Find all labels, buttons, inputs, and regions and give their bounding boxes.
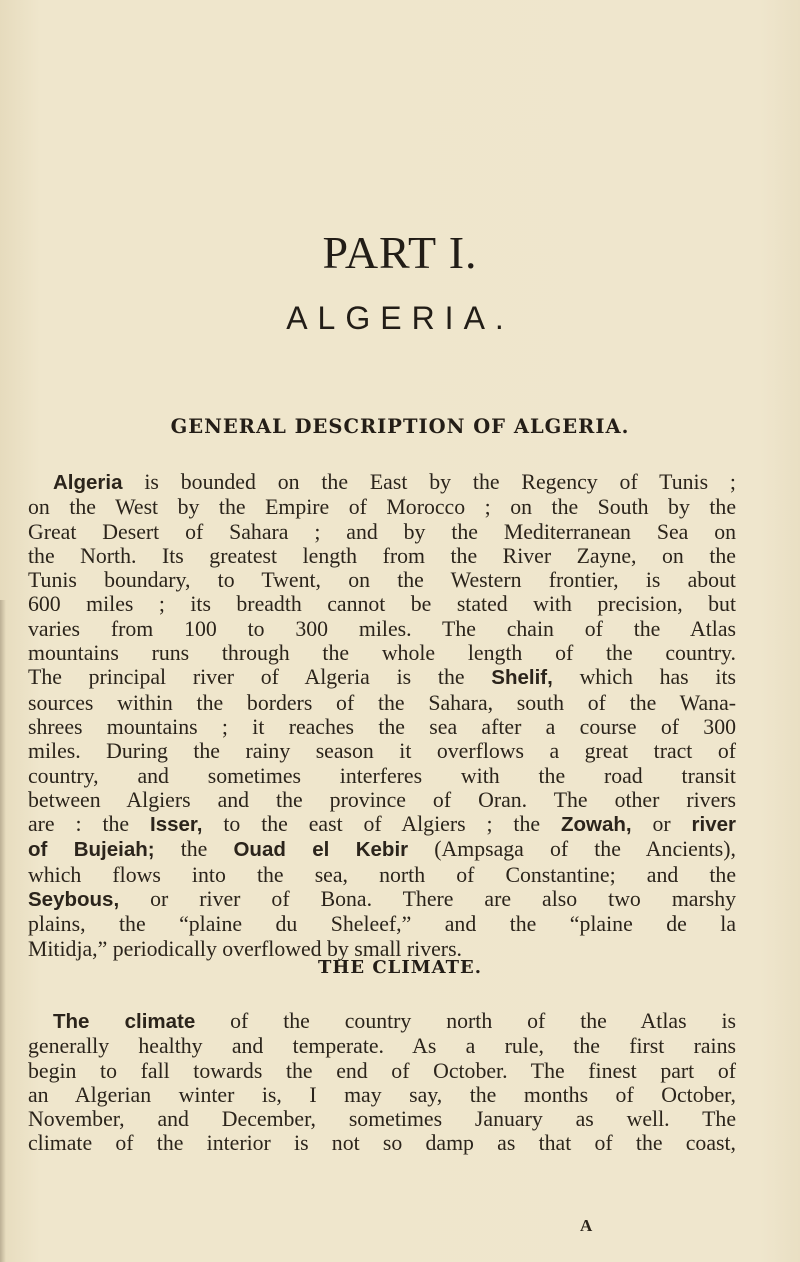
text-run: which has its (552, 665, 737, 690)
text-line: on the West by the Empire of Morocco ; on the South by the (28, 495, 736, 520)
text-run: of the country north of the Atlas is (195, 1009, 736, 1033)
text-line: Tunis boundary, to Twent, on the Western frontier, is about (28, 568, 736, 593)
text-line: Great Desert of Sahara ; and by the Mediterranean Sea on (28, 519, 736, 544)
text-run: or river of Bona. There are also two marshy (119, 887, 736, 912)
text-line (28, 665, 736, 690)
bold-term: river (691, 813, 736, 837)
text-line: 600 miles ; its breadth cannot be stated with precision, but (28, 592, 736, 617)
text-line (28, 470, 736, 495)
bold-term: The climate (53, 1010, 196, 1033)
text-line: Mitidja,” periodically overflowed by small rivers. (28, 936, 463, 961)
text-line: miles. During the rainy season it overflows a great tract of (28, 739, 736, 764)
text-run: (Ampsaga of the Ancients), (408, 837, 736, 862)
text-run: are : the (28, 812, 150, 837)
text-line: shrees mountains ; it reaches the sea after a course of 300 (28, 714, 736, 739)
text-line: plains, the “plaine du Sheleef,” and the “plaine de la (28, 912, 736, 937)
text-line: the North. Its greatest length from the River Zayne, on the (28, 543, 736, 568)
bold-term: Algeria (53, 471, 123, 494)
text-line: country, and sometimes interferes with the road transit (28, 763, 736, 788)
text-line: sources within the borders of the Sahara, south of the Wana- (28, 690, 736, 715)
climate-paragraph (28, 1009, 736, 1156)
text-line: climate of the interior is not so damp as that of the coast, (28, 1131, 736, 1156)
text-run: is bounded on the East by the Regency of Tunis ; (122, 470, 736, 494)
text-line: November, and December, sometimes January as well. The (28, 1107, 736, 1132)
text-line: varies from 100 to 300 miles. The chain of the Atlas (28, 616, 736, 641)
section-heading: GENERAL DESCRIPTION OF ALGERIA. (170, 415, 630, 438)
text-run: or (631, 812, 692, 837)
text-line: which flows into the sea, north of Constantine; and the (28, 862, 736, 887)
text-line: between Algiers and the province of Oran. The other rivers (28, 787, 736, 812)
climate-heading: THE CLIMATE. (317, 957, 483, 978)
binding-shadow (0, 600, 6, 1262)
printer-signature-mark: A (580, 1216, 593, 1235)
text-run: the (154, 837, 234, 862)
country-heading: ALGERIA. (286, 300, 514, 336)
bold-term: Zowah, (560, 813, 632, 837)
bold-term: Isser, (150, 813, 203, 837)
text-line: mountains runs through the whole length of the country. (28, 641, 736, 666)
text-line (28, 837, 736, 862)
text-line (28, 887, 736, 912)
bold-term: Ouad el Kebir (233, 838, 409, 862)
text-line: begin to fall towards the end of October. The finest part of (28, 1058, 736, 1083)
text-line: an Algerian winter is, I may say, the months of October, (28, 1082, 736, 1107)
text-line (28, 1009, 736, 1034)
part-heading: PART I. (322, 227, 478, 278)
text-line: generally healthy and temperate. As a rule, the first rains (28, 1034, 736, 1059)
bold-term: Shelif, (491, 666, 553, 690)
bold-term: of Bujeiah; (28, 838, 155, 862)
text-run: to the east of Algiers ; the (202, 812, 561, 837)
text-line (28, 812, 736, 837)
bold-term: Seybous, (28, 888, 120, 912)
general-description-paragraph (28, 470, 736, 961)
text-run: The principal river of Algeria is the (28, 665, 492, 690)
